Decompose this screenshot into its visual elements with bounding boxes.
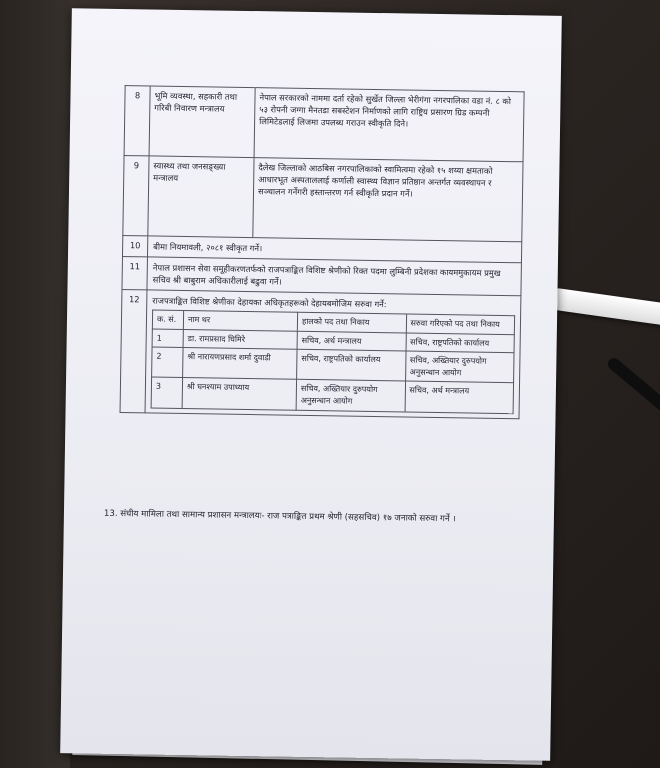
transfer-table — [151, 310, 516, 414]
decision-13-paragraph: 13. संघीय मामिला तथा सामान्य प्रशासन मन्त्रालयः- राज पत्राङ्कित प्रथम श्रेणी (सहसचिव) १७ जनाको सरुवा गर्ने । — [103, 508, 456, 525]
row-number: 8 — [124, 86, 150, 156]
table-row — [124, 86, 524, 162]
decision-cell: दैलेख जिल्लाको आठबिस नगरपालिकाको स्वामित्वमा रहेको १५ शय्या क्षमताको आधारभूत अस्पताललाई कर्णाली स्वास्थ्य विज्ञान प्रतिष्ठान अन्तर्गत व्यवस्थापन र सञ्चालन गर्नेगरी हस्तान्तरण गर्न स्वीकृति प्रदान गर्ने। — [253, 158, 523, 242]
document-page — [60, 8, 562, 761]
name-cell: डा. रामप्रसाद घिमिरे — [183, 329, 297, 349]
decision-cell: बीमा नियमावली, २०८१ स्वीकृत गर्ने। — [147, 236, 521, 263]
row-number: 10 — [122, 236, 147, 257]
transfer-intro: राजपत्राङ्कित विशिष्ट श्रेणीका देहायका अधिकृतहरूको देहायबमोजिम सरुवा गर्ने: — [152, 295, 387, 310]
white-pen — [547, 287, 660, 327]
current-post-cell: सचिव, अर्थ मन्त्रालय — [297, 331, 406, 351]
current-post-cell: सचिव, अख्तियार दुरुपयोग अनुसन्धान आयोग — [296, 380, 405, 412]
ministry-cell: भूमि व्यवस्था, सहकारी तथा गरिबी निवारण मन्त्रालय — [149, 86, 255, 158]
serial-cell: 2 — [152, 347, 183, 378]
row-number: 11 — [122, 257, 148, 290]
header-name: नाम थर — [183, 311, 297, 331]
name-cell: श्री घनश्याम उपाध्याय — [182, 378, 296, 410]
new-post-cell: सचिव, अर्थ मन्त्रालय — [405, 381, 514, 413]
new-post-cell: सचिव, अख्तियार दुरुपयोग अनुसन्धान आयोग — [405, 351, 514, 383]
row-number: 12 — [120, 290, 147, 413]
current-post-cell: सचिव, राष्ट्रपतिको कार्यालय — [297, 350, 406, 382]
desk-surface — [0, 0, 70, 768]
table-row — [120, 290, 521, 419]
table-row — [123, 156, 523, 242]
name-cell: श्री नारायणप्रसाद शर्मा दुवाडी — [183, 348, 297, 380]
ministry-cell: स्वास्थ्य तथा जनसङ्ख्या मन्त्रालय — [148, 156, 254, 238]
black-pen — [606, 356, 660, 417]
row-number: 9 — [123, 156, 149, 236]
transfer-row — [151, 377, 513, 413]
header-new-post: सरुवा गरिएको पद तथा निकाय — [406, 314, 515, 334]
decision-cell: नेपाल सरकारको नाममा दर्ता रहेको सुर्खेत जिल्ला भेरीगंगा नगरपालिका वडा नं. ८ को ५३ रोपनी जग्गा मैनतडा सबस्टेशन निर्माणको लागि राष्ट्रिय प्रसारण ग्रिड कम्पनी लिमिटेडलाई लिजमा उपलब्ध गराउन स्वीकृति दिने। — [254, 88, 524, 162]
header-serial: क. सं. — [152, 310, 183, 329]
decision-cell — [145, 290, 521, 418]
serial-cell: 1 — [152, 329, 183, 348]
decisions-table — [120, 85, 525, 419]
serial-cell: 3 — [151, 377, 182, 408]
new-post-cell: सचिव, राष्ट्रपतिको कार्यालय — [406, 333, 515, 353]
header-current-post: हालको पद तथा निकाय — [297, 312, 406, 332]
decision-cell: नेपाल प्रशासन सेवा समूहीकरणतर्फको राजपत्राङ्कित विशिष्ट श्रेणीको रिक्त पदमा लुम्बिनी प्रदेशका कायममुकायम प्रमुख सचिव श्री बाबुराम अधिकारीलाई बढुवा गर्ने। — [147, 257, 521, 296]
